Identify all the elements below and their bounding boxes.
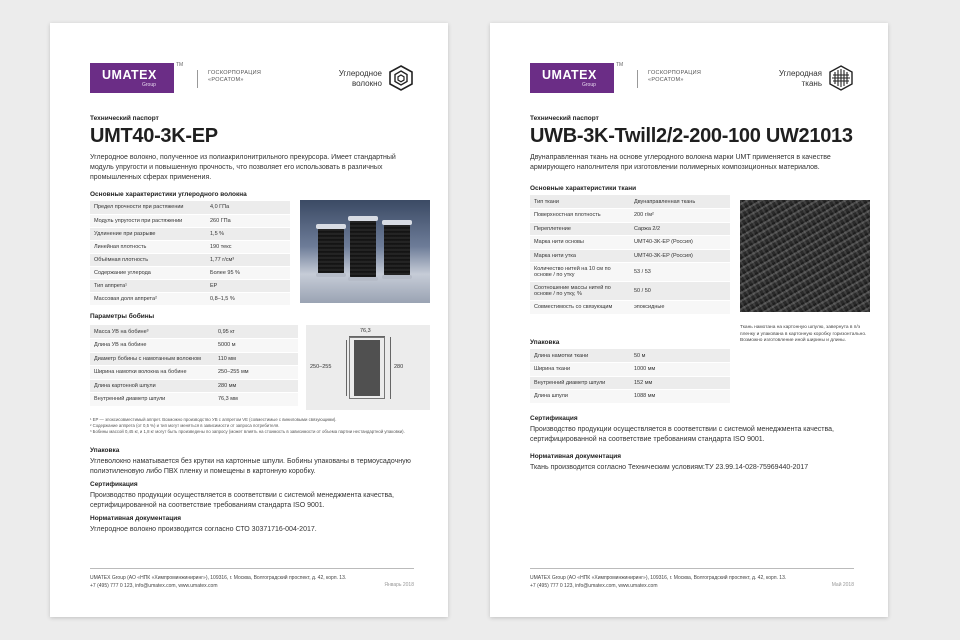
product-description: Двунаправленная ткань на основе углеродного волокна марки UMT применяется в качестве армирующего наполнителя при изготовлении полимерных композиционных материалов. [530,154,831,171]
table-row: Длина намотки ткани 50 м [530,349,730,363]
packaging-heading: Упаковка [530,339,560,346]
logo-subtext: Group [582,82,596,88]
product-description: Углеродное волокно, полученное из полиакрилонитрильного прекурсора. Имеет стандартный модуль упругости и повышенную прочность, что позволяет его использовать в различных промышленных сферах применения. [90,154,396,181]
spool [384,224,410,276]
fabric-caption: Ткань намотана на картонную шпулю, завернута в п/э пленку и упакована в картонную коробку горизонтально. Возможно изготовление иной ширины и длины. [740,325,867,343]
certification-heading: Сертификация [90,481,138,488]
footnote: ² Содержание аппрета (от 0,5 %) и тип могут меняться в зависимости от запроса потребителя. [90,423,280,428]
regulatory-text: Ткань производится согласно Техническим условиям:ТУ 23.99.14-028-75969440-2017 [530,464,809,471]
footer-contact-line: +7 (495) 777 0 123, info@umatex.com, www.umatex.com [530,583,658,589]
product-category-line-1: Углеродное [338,69,382,78]
bobbin-params-table [90,325,298,407]
table-row: Внутренний диаметр шпули 152 мм [530,376,730,390]
footer-address: UMATEX Group (АО «НПК «Химпроминжиниринг»), 109316, г. Москва, Волгоградский проспект, д. 42, корп. 13. [90,575,347,581]
footer-contacts [90,574,346,590]
footer-divider [530,568,854,569]
logo-subtext: Group [142,82,156,88]
table-row: Тип аппрета¹ EP [90,279,290,292]
bobbin-winding [354,340,380,396]
footer-contact-line: +7 (495) 777 0 123, info@umatex.com, www.umatex.com [90,583,218,589]
dimension-core-length: 280 [394,364,404,370]
certification-heading: Сертификация [530,415,578,422]
rosatom-line-1: ГОСКОРПОРАЦИЯ [208,70,262,76]
table-row: Поверхностная плотность 200 г/м² [530,209,730,223]
product-category-line-2: ткань [801,79,822,88]
umatex-logo [90,63,174,93]
table-row: Длина шпули 1088 мм [530,390,730,404]
carbon-fiber-spools-photo [300,200,430,303]
hexagon-fiber-icon [388,65,414,91]
footnote: ¹ EP — эпоксисовместимый аппрет. Возможно производство УВ с аппретом VE (совместимые с виниловыми связующими). [90,417,337,422]
certification-text: Производство продукции осуществляется в соответствии с системой менеджмента качества, сертифицированной на соответствие требованиям стандарта ISO 9001. [530,426,834,443]
page-content [530,62,867,593]
packaging-heading: Упаковка [90,447,120,454]
table-row: Объёмная плотность 1,77 г/см³ [90,253,290,266]
bobbin-heading: Параметры бобины [90,313,155,320]
issue-date: Январь 2018 [384,582,414,588]
rosatom-label [637,70,701,88]
table-row: Линейная плотность 190 текс [90,240,290,253]
table-row: Марка нити основы UMT40-3K-EP (Россия) [530,236,730,250]
issue-date: Май 2018 [831,582,854,588]
woven-fabric-icon [828,65,854,91]
carbon-fabric-photo [740,200,870,312]
table-row: Переплетение Саржа 2/2 [530,222,730,236]
trademark-mark: TM [616,62,624,68]
footer-divider [90,568,414,569]
dimension-line [346,340,347,396]
fabric-specs-table [530,195,730,315]
product-category [339,69,382,89]
product-category [779,69,822,89]
page-content [90,63,414,593]
umatex-logo [530,63,614,93]
footnote: ³ Бобины массой 0,45 кг, и 1,8 кг могут быть произведены по запросу (может влиять на стоимость в зависимости от объема партии нестандартной упаковки). [90,429,405,434]
product-title: UWB-3K-Twill2/2-200-100 UW21013 [530,125,853,147]
fiber-specs-table [90,201,290,306]
table-row: Соотношение массы нитей по основе / по утку, % 50 / 50 [530,282,730,301]
table-row: Модуль упругости при растяжении 260 ГПа [90,214,290,227]
table-row: Массовая доля аппрета² 0,8–1,5 % [90,292,290,305]
datasheet-page-fiber [50,23,448,617]
table-row: Марка нити утка UMT40-3K-EP (Россия) [530,249,730,263]
rosatom-label [197,70,261,88]
dimension-winding-width: 250–255 [310,364,332,370]
certification-text: Производство продукции осуществляется в соответствии с системой менеджмента качества, сертифицированной на соответствие требованиям стандарта ISO 9001. [90,492,394,509]
table-row: Длина УВ на бобине 5000 м [90,339,298,353]
product-category-line-2: волокно [351,79,382,88]
spool [318,228,344,274]
logo-text: UMATEX [102,68,157,82]
regulatory-text: Углеродное волокно производится согласно СТО 30371716-004-2017. [90,526,317,533]
bobbin-diagram [306,325,430,410]
specs-heading: Основные характеристики ткани [530,185,637,192]
table-row: Содержание углерода Более 95 % [90,266,290,279]
footer-address: UMATEX Group (АО «НПК «Химпроминжиниринг»), 109316, г. Москва, Волгоградский проспект, д. 42, корп. 13. [530,575,787,581]
product-title: UMT40-3K-EP [90,125,218,147]
table-row: Количество нитей на 10 см по основе / по утку 53 / 53 [530,263,730,282]
packaging-text: Углеволокно наматывается без крутки на картонные шпули. Бобины упакованы в термоусадочную полиэтиленовую либо ПВХ пленку и помещены в картонную коробку. [90,458,411,475]
trademark-mark: TM [176,62,184,68]
datasheet-page-fabric [490,23,888,617]
table-row: Ширина намотки волокна на бобине 250–255 мм [90,366,298,380]
table-row: Удлинение при разрыве 1,5 % [90,227,290,240]
footer-contacts [530,574,786,590]
specs-heading: Основные характеристики углеродного волокна [90,191,247,198]
table-row: Совместимость со связующим эпоксидные [530,301,730,315]
table-row: Ширина ткани 1000 мм [530,363,730,377]
regulatory-heading: Нормативная документация [90,515,182,522]
document-type-label: Технический паспорт [530,115,599,122]
regulatory-heading: Нормативная документация [530,453,622,460]
table-row: Длина картонной шпули 280 мм [90,379,298,393]
dimension-line [390,337,391,399]
document-type-label: Технический паспорт [90,115,159,122]
table-row: Предел прочности при растяжении 4,0 ГПа [90,201,290,214]
packaging-table [530,349,730,404]
footnotes [90,417,430,435]
table-row: Диаметр бобины с намотанным волокном 110 мм [90,352,298,366]
table-row: Тип ткани Двунаправленная ткань [530,195,730,209]
product-category-line-1: Углеродная [778,69,822,78]
spool [350,220,376,278]
rosatom-line-1: ГОСКОРПОРАЦИЯ [648,70,702,76]
rosatom-line-2: «РОСАТОМ» [208,77,244,83]
logo-text: UMATEX [542,68,597,82]
dimension-inner-diameter: 76,3 [360,328,371,334]
table-row: Внутренний диаметр шпули 76,3 мм [90,393,298,407]
rosatom-line-2: «РОСАТОМ» [648,77,684,83]
table-row: Масса УВ на бобине³ 0,95 кг [90,325,298,339]
